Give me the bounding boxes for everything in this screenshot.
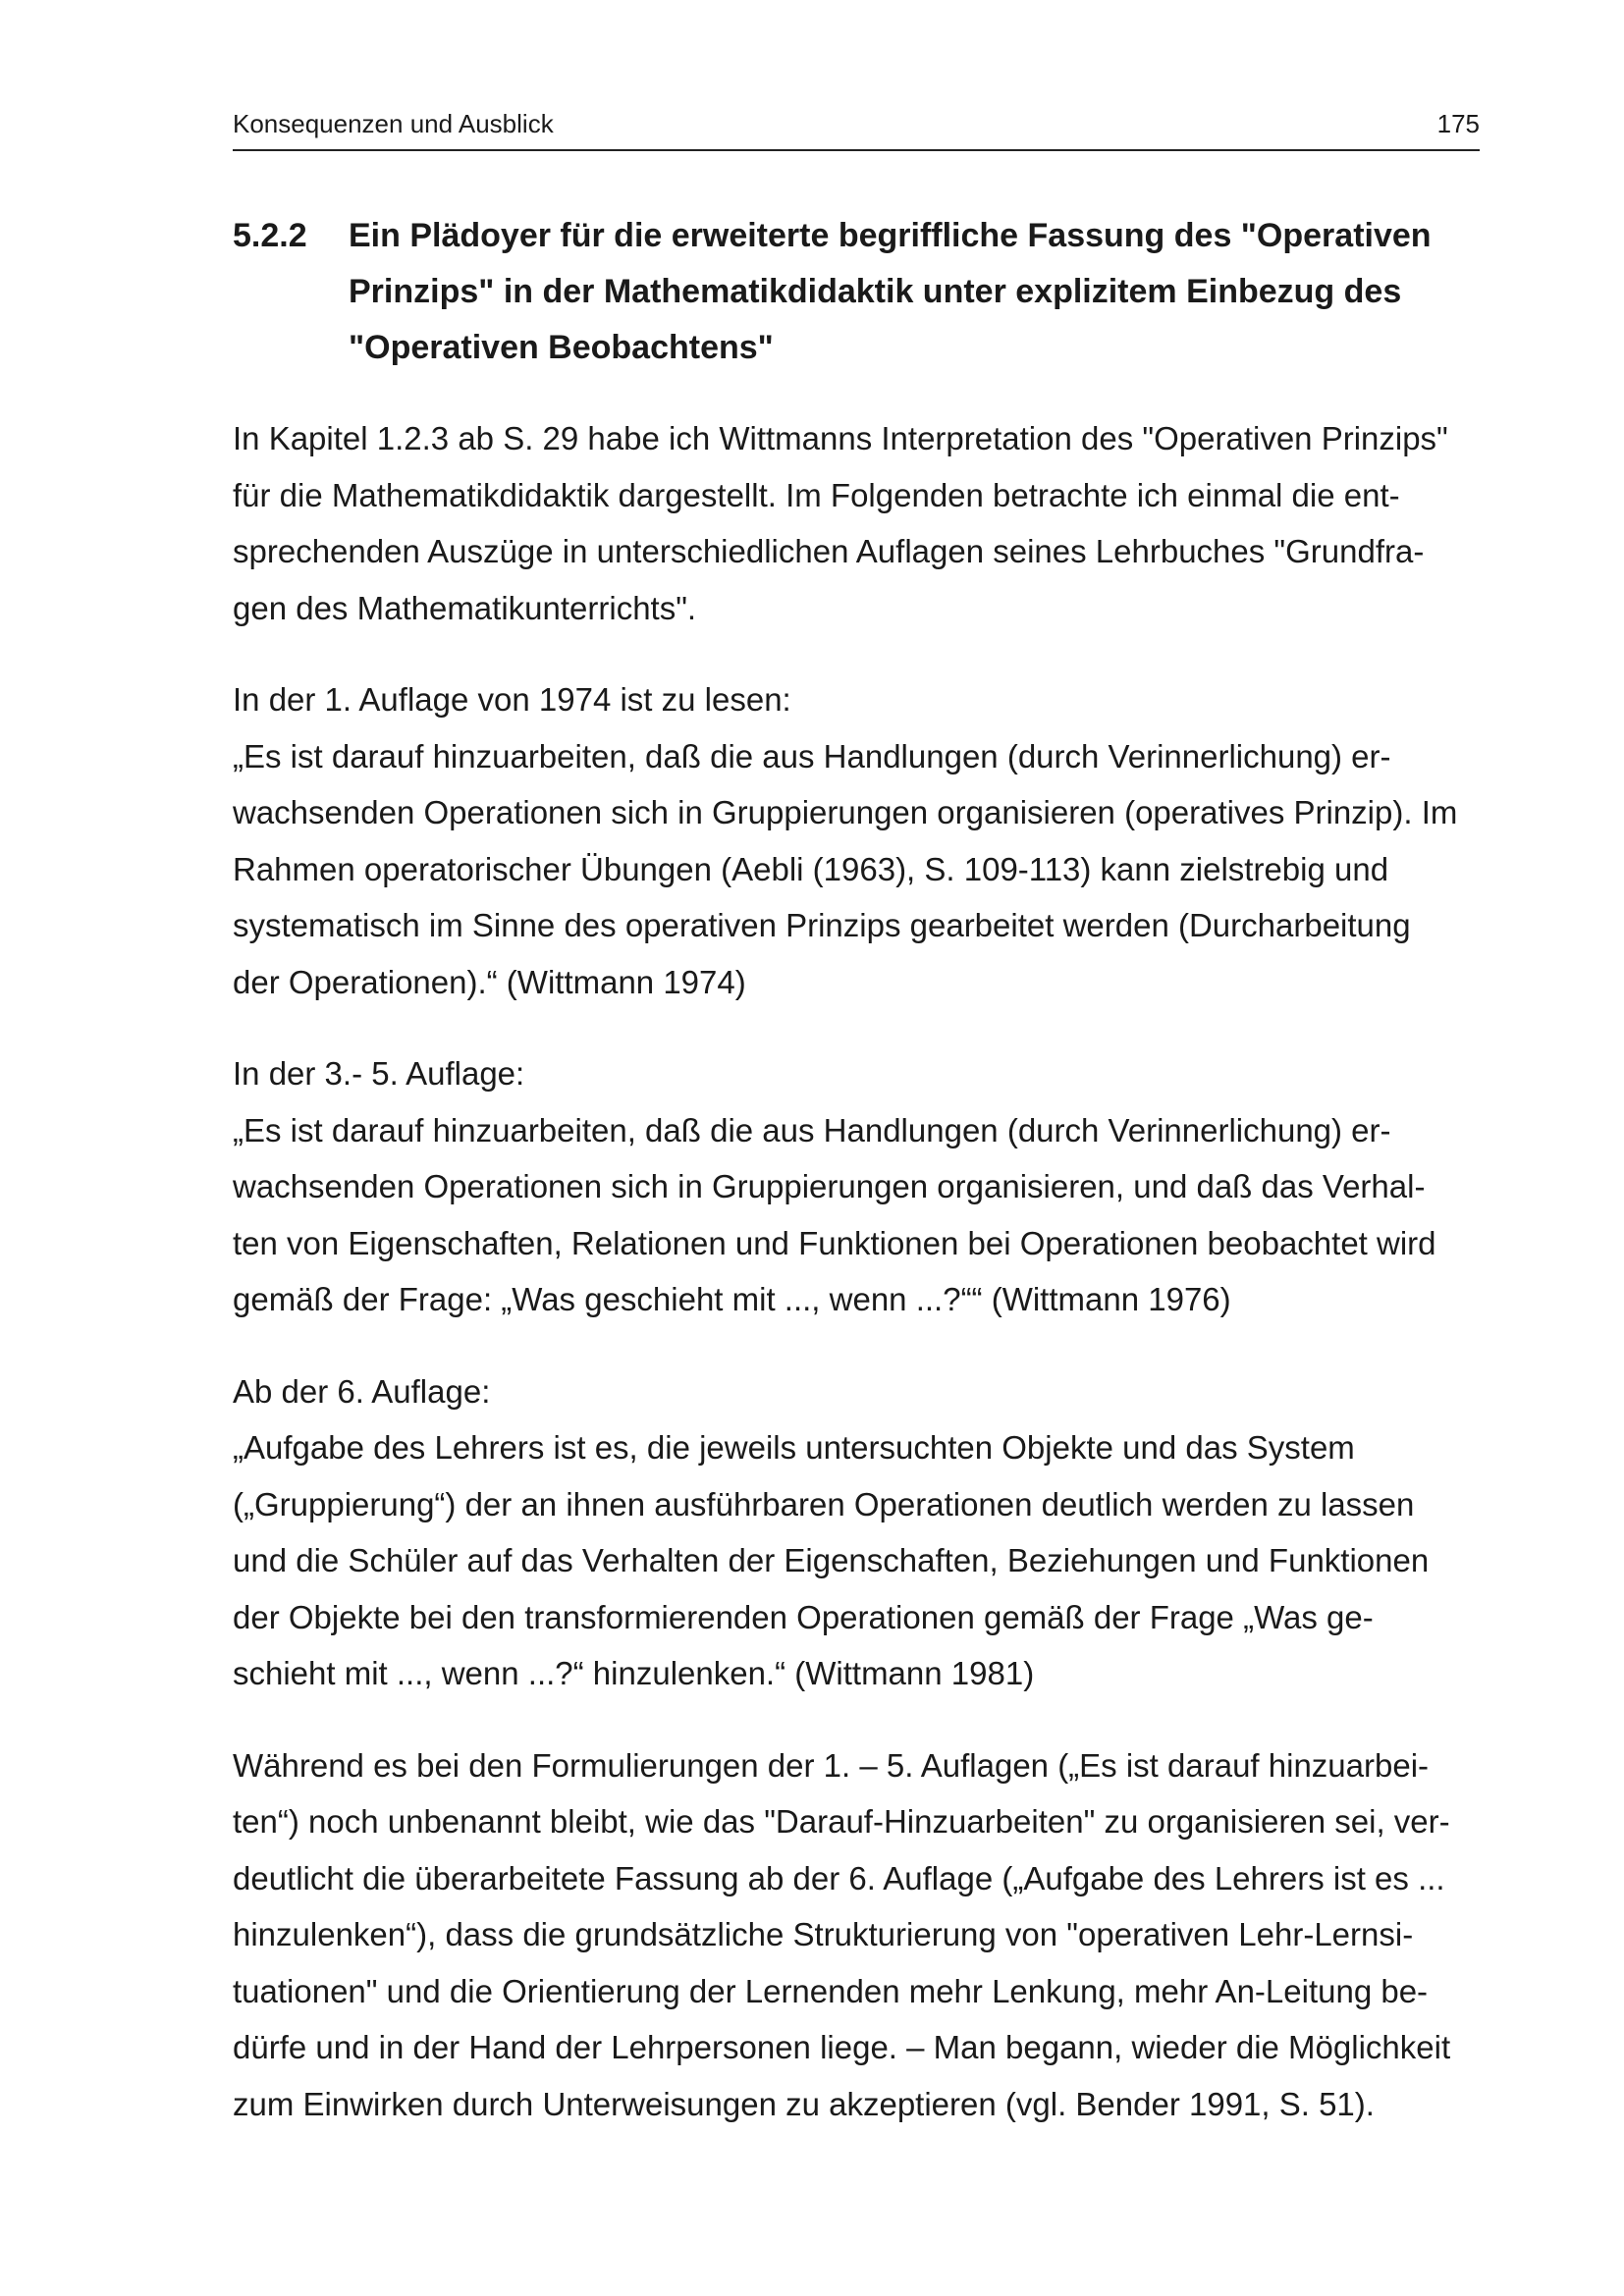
page-number: 175	[1436, 109, 1480, 138]
running-title: Konsequenzen und Ausblick	[233, 109, 554, 138]
section-title-line: Prinzips" in der Mathematikdidaktik unter explizitem Einbezug des	[349, 273, 1402, 310]
quote-line: der Operationen).“ (Wittmann 1974)	[233, 963, 746, 1000]
text-line: deutlicht die überarbeitete Fassung ab der 6. Auflage („Aufgabe des Lehrers ist es ...	[233, 1859, 1445, 1896]
quote-line: und die Schüler auf das Verhalten der Eigenschaften, Beziehungen und Funktionen	[233, 1542, 1430, 1578]
quote-line: „Es ist darauf hinzuarbeiten, daß die aus Handlungen (durch Verinnerlichung) er-	[233, 737, 1391, 774]
text-line: In der 3.- 5. Auflage:	[233, 1055, 525, 1092]
quote-line: wachsenden Operationen sich in Gruppierungen organisieren (operatives Prinzip). Im	[233, 794, 1458, 830]
text-line: In der 1. Auflage von 1974 ist zu lesen:	[233, 681, 791, 718]
text-line: In Kapitel 1.2.3 ab S. 29 habe ich Wittmanns Interpretation des "Operativen Prinzips"	[233, 420, 1448, 456]
body-text	[233, 410, 1482, 2167]
quote-line: („Gruppierung“) der an ihnen ausführbaren Operationen deutlich werden zu lassen	[233, 1485, 1415, 1522]
text-line: Ab der 6. Auflage:	[233, 1372, 491, 1410]
paragraph-third-fifth-edition	[233, 1045, 1482, 1328]
text-line: für die Mathematikdidaktik dargestellt. Im Folgenden betrachte ich einmal die ent-	[233, 476, 1400, 513]
section-title	[349, 208, 1480, 376]
text-line: hinzulenken“), dass die grundsätzliche Strukturierung von "operativen Lehr-Lernsi-	[233, 1916, 1414, 1952]
paragraph-first-edition	[233, 671, 1482, 1010]
running-header	[233, 106, 1480, 151]
text-line: dürfe und in der Hand der Lehrpersonen liege. – Man begann, wieder die Möglichkeit	[233, 2029, 1451, 2065]
quote-line: systematisch im Sinne des operativen Prinzips gearbeitet werden (Durcharbeitung	[233, 907, 1411, 943]
section-title-line: Ein Plädoyer für die erweiterte begriffliche Fassung des "Operativen	[349, 217, 1432, 254]
text-line: tuationen" und die Orientierung der Lernenden mehr Lenkung, mehr An-Leitung be-	[233, 1972, 1429, 2009]
section-number: 5.2.2	[233, 217, 307, 254]
paragraph-intro	[233, 410, 1482, 636]
quote-line: „Es ist darauf hinzuarbeiten, daß die aus Handlungen (durch Verinnerlichung) er-	[233, 1111, 1391, 1148]
quote-line: ten von Eigenschaften, Relationen und Funktionen bei Operationen beobachtet wird	[233, 1224, 1436, 1261]
quote-line: „Aufgabe des Lehrers ist es, die jeweils untersuchten Objekte und das System	[233, 1429, 1355, 1466]
quote-line: der Objekte bei den transformierenden Operationen gemäß der Frage „Was ge-	[233, 1598, 1374, 1635]
quote-line: schieht mit ..., wenn ...?“ hinzulenken.“ (Wittmann 1981)	[233, 1655, 1035, 1691]
quote-line: wachsenden Operationen sich in Gruppierungen organisieren, und daß das Verhal-	[233, 1168, 1426, 1204]
text-line: ten“) noch unbenannt bleibt, wie das "Darauf-Hinzuarbeiten" zu organisieren sei, ver-	[233, 1803, 1450, 1840]
paragraph-discussion	[233, 1737, 1482, 2133]
text-line: sprechenden Auszüge in unterschiedlichen Auflagen seines Lehrbuches "Grundfra-	[233, 533, 1425, 569]
paragraph-sixth-edition	[233, 1363, 1482, 1702]
quote-line: Rahmen operatorischer Übungen (Aebli (1963), S. 109-113) kann zielstrebig und	[233, 850, 1389, 887]
text-line: gen des Mathematikunterrichts".	[233, 589, 697, 626]
text-line: zum Einwirken durch Unterweisungen zu akzeptieren (vgl. Bender 1991, S. 51).	[233, 2085, 1375, 2122]
text-line: Während es bei den Formulierungen der 1. – 5. Auflagen („Es ist darauf hinzuarbei-	[233, 1746, 1430, 1784]
section-title-line: "Operativen Beobachtens"	[349, 329, 774, 366]
quote-line: gemäß der Frage: „Was geschieht mit ..., wenn ...?““ (Wittmann 1976)	[233, 1281, 1231, 1317]
